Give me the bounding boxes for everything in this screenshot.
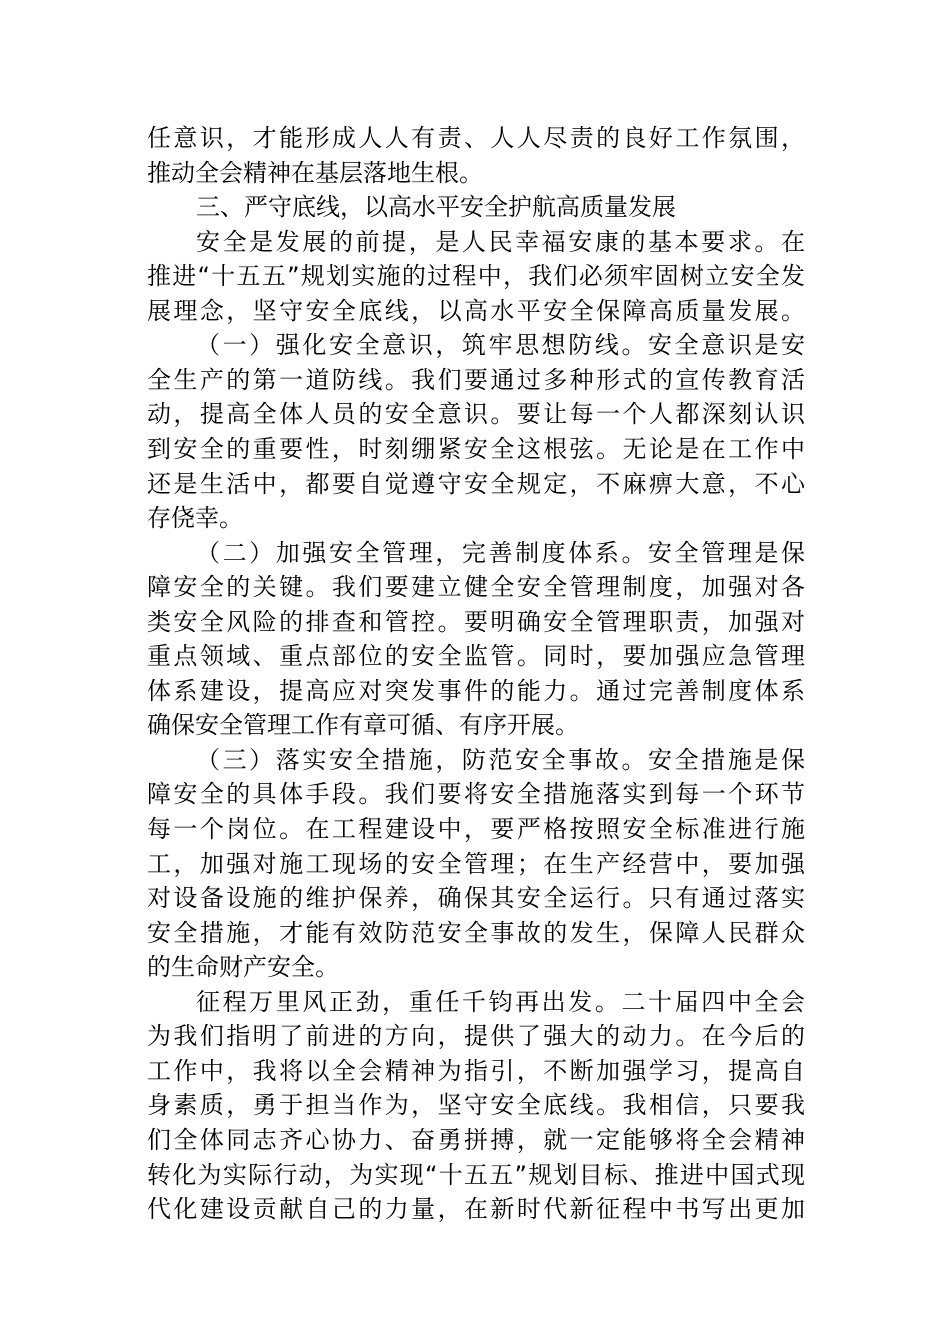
text-line: 到安全的重要性，时刻绷紧安全这根弦。无论是在工作中 — [147, 434, 805, 463]
text-line: 障安全的关键。我们要建立健全安全管理制度，加强对各 — [147, 573, 805, 602]
text-line: 障安全的具体手段。我们要将安全措施落实到每一个环节 — [147, 780, 805, 809]
text-line: 征程万里风正劲，重任千钧再出发。二十届四中全会 — [196, 987, 805, 1016]
text-line: 重点领域、重点部位的安全监管。同时，要加强应急管理 — [147, 642, 805, 671]
text-line: 存侥幸。 — [147, 504, 243, 533]
text-line: 体系建设，提高应对突发事件的能力。通过完善制度体系 — [147, 676, 805, 705]
text-line: 对设备设施的维护保养，确保其安全运行。只有通过落实 — [147, 884, 805, 913]
text-line: 代化建设贡献自己的力量，在新时代新征程中书写出更加 — [147, 1195, 805, 1224]
text-line: 每一个岗位。在工程建设中，要严格按照安全标准进行施 — [147, 815, 805, 843]
text-line: 工，加强对施工现场的安全管理；在生产经营中，要加强 — [147, 849, 805, 878]
text-line: 动，提高全体人员的安全意识。要让每一个人都深刻认识 — [147, 400, 805, 429]
text-line: 类安全风险的排查和管控。要明确安全管理职责，加强对 — [147, 607, 805, 636]
text-line: 为我们指明了前进的方向，提供了强大的动力。在今后的 — [147, 1022, 805, 1051]
text-line: （一）强化安全意识，筑牢思想防线。安全意识是安 — [196, 331, 805, 360]
text-line: 安全措施，才能有效防范安全事故的发生，保障人民群众 — [147, 918, 805, 947]
text-line: 任意识，才能形成人人有责、人人尽责的良好工作氛围， — [147, 124, 805, 152]
section-heading: 三、严守底线，以高水平安全护航高质量发展 — [196, 193, 676, 222]
text-line: 工作中，我将以全会精神为指引，不断加强学习，提高自 — [147, 1056, 805, 1085]
text-line: （三）落实安全措施，防范安全事故。安全措施是保 — [196, 745, 805, 774]
text-line: 身素质，勇于担当作为，坚守安全底线。我相信，只要我 — [147, 1091, 805, 1120]
text-line: 的生命财产安全。 — [147, 953, 339, 982]
text-line: 推进“十五五”规划实施的过程中，我们必须牢固树立安全发 — [147, 262, 805, 291]
text-line: 推动全会精神在基层落地生根。 — [147, 158, 483, 187]
text-line: 转化为实际行动，为实现“十五五”规划目标、推进中国式现 — [147, 1160, 805, 1189]
text-line: 还是生活中，都要自觉遵守安全规定，不麻痹大意，不心 — [147, 469, 805, 498]
text-line: 全生产的第一道防线。我们要通过多种形式的宣传教育活 — [147, 365, 805, 394]
text-line: 们全体同志齐心协力、奋勇拼搏，就一定能够将全会精神 — [147, 1125, 805, 1154]
text-line: 展理念，坚守安全底线，以高水平安全保障高质量发展。 — [147, 296, 805, 325]
text-line: 确保安全管理工作有章可循、有序开展。 — [147, 711, 579, 740]
text-line: （二）加强安全管理，完善制度体系。安全管理是保 — [196, 538, 805, 567]
text-line: 安全是发展的前提，是人民幸福安康的基本要求。在 — [196, 227, 805, 256]
